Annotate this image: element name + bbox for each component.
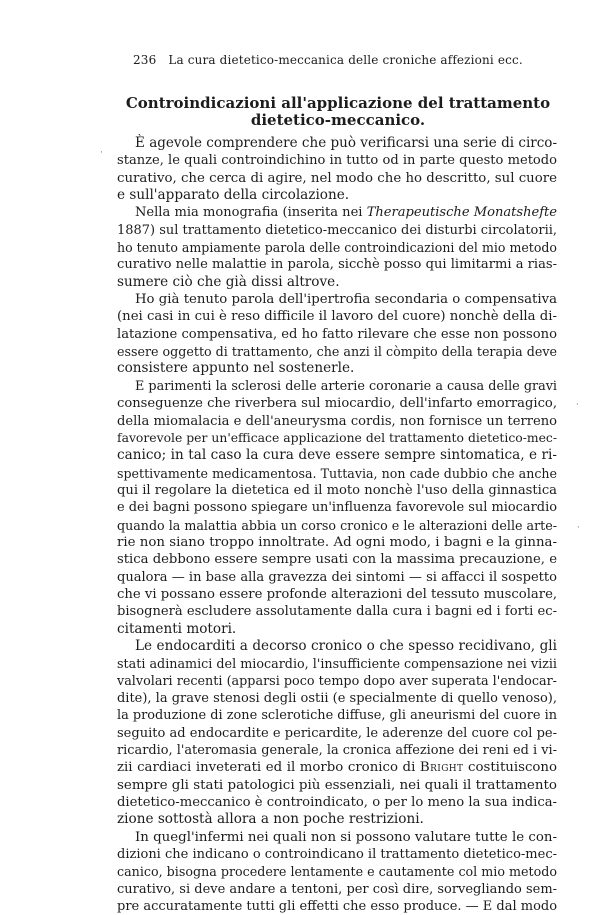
text-line: canico, bisogna procedere lentamente e cautamente col mio metodo — [117, 864, 557, 880]
text-line: stica debbono essere sempre usati con la massima precauzione, e — [117, 552, 557, 568]
text-line: bisognerà escludere assolutamente dalla cura i bagni ed i forti ec- — [117, 604, 557, 620]
text-line: stati adinamici del miocardio, l'insufficiente compensazione nei vizii — [117, 656, 557, 672]
section-title-line-2: dietetico-meccanico. — [250, 111, 426, 129]
text-line: conseguenze che riverbera sul miocardio, dell'infarto emorragico, — [117, 396, 557, 412]
body-text — [117, 135, 557, 915]
text-line: Le endocarditi a decorso cronico o che spesso recidivano, gli — [135, 637, 557, 654]
text-line: valvolari recenti (apparsi poco tempo dopo aver superata l'endocar- — [117, 673, 557, 689]
journal-title: Therapeutische Monatshefte — [366, 205, 557, 221]
text-line: ho tenuto ampiamente parola delle controindicazioni del mio metodo — [117, 240, 557, 256]
text-line: dietetico-meccanico è controindicato, o per lo meno la sua indica- — [117, 795, 557, 811]
text-line: quando la malattia abbia un corso cronico e le alterazioni delle arte- — [117, 517, 557, 533]
scan-speck: · — [100, 148, 103, 158]
text-line: consistere appunto nel sostenerle. — [117, 360, 355, 377]
text-line: citamenti motori. — [117, 620, 237, 637]
text-line: In quegl'infermi nei quali non si possono valutare tutte le con- — [135, 829, 557, 845]
text-line: sempre gli stati patologici più essenziali, nei quali il trattamento — [117, 777, 557, 793]
scan-speck: · — [577, 523, 580, 533]
text-line: latazione compensativa, ed ho fatto rilevare che esse non possono — [117, 326, 557, 342]
running-title: La cura dietetico-meccanica delle croniche affezioni ecc. — [168, 53, 523, 67]
text-line: rie non siano troppo innoltrate. Ad ogni modo, i bagni e la ginna- — [117, 534, 557, 550]
text-line: pre accuratamente tutti gli effetti che esso produce. — E dal modo — [117, 899, 558, 915]
paragraph — [117, 638, 557, 829]
page-number: 236 — [133, 53, 157, 67]
text-line: ricardio, l'ateromasia generale, la cronica affezione dei reni ed i vi- — [117, 743, 557, 759]
text-line: (nei casi in cui è reso difficile il lavoro del cuore) nonchè della di- — [117, 309, 557, 325]
text-line: Ho già tenuto parola dell'ipertrofia secondaria o compensativa — [135, 292, 557, 308]
paragraph — [117, 829, 557, 915]
text-line: favorevole per un'efficace applicazione del trattamento dietetico-mec- — [117, 430, 557, 445]
text-segment: zii cardiaci inveterati ed il morbo cronico di — [117, 760, 416, 776]
text-line: È agevole comprendere che può verificarsi una serie di circo- — [135, 135, 557, 151]
text-line: e dei bagni possono spiegare un'influenza favorevole sul miocardio — [117, 500, 557, 516]
text-line — [117, 759, 557, 776]
text-line: dizioni che indicano o controindicano il trattamento dietetico-mec- — [117, 847, 557, 863]
running-header — [133, 53, 573, 67]
paragraph — [117, 378, 557, 638]
text-line: dite), la grave stenosi degli ostii (e specialmente di quello venoso), — [117, 691, 557, 706]
text-line: essere oggetto di trattamento, che anzi il còmpito della terapia deve — [117, 344, 557, 360]
paragraph — [117, 204, 557, 291]
paragraph — [117, 135, 557, 204]
text-line: sumere ciò che già dissi altrove. — [117, 273, 340, 290]
section-title-line-1: Controindicazioni all'applicazione del trattamento — [125, 94, 551, 112]
text-line: che vi possano essere profonde alterazioni del tessuto muscolare, — [117, 586, 558, 602]
text-line: curativo, che cerca di agire, nel modo che ho descritto, sul cuore — [117, 170, 557, 186]
text-line: della miomalacia e dell'aneurysma cordis, non fornisce un terreno — [117, 413, 557, 429]
text-segment: Nella mia monografia (inserita nei — [135, 205, 363, 221]
text-line: qui il regolare la dietetica ed il moto nonchè l'uso della ginnastica — [117, 482, 557, 498]
text-line: la produzione di zone sclerotiche diffuse, gli aneurismi del cuore in — [117, 708, 557, 724]
text-line: qualora — in base alla gravezza dei sintomi — si affacci il sospetto — [117, 569, 557, 585]
text-line: curativo, si deve andare a tentoni, per così dire, sorvegliando sem- — [117, 881, 557, 897]
text-line: canico; in tal caso la cura deve essere sempre sintomatica, e ri- — [117, 447, 557, 464]
text-line: zione sottostà allora a non poche restrizioni. — [117, 811, 424, 828]
text-line: spettivamente medicamentosa. Tuttavia, non cade dubbio che anche — [117, 465, 557, 481]
text-line: stanze, le quali controindichino in tutto od in parte questo metodo — [117, 153, 557, 169]
text-segment: costituiscono — [468, 760, 558, 776]
text-line — [117, 204, 557, 221]
text-line: seguito ad endocardite e pericardite, le aderenze del cuore col pe- — [117, 725, 557, 741]
text-line: curativo nelle malattie in parola, sicchè posso qui limitarmi a rias- — [117, 257, 557, 273]
section-title — [118, 95, 558, 129]
text-line: e sull'apparato della circolazione. — [117, 187, 350, 204]
paragraph — [117, 291, 557, 378]
author-name: Bright — [419, 760, 464, 776]
text-line: E parimenti la sclerosi delle arterie coronarie a causa delle gravi — [135, 378, 557, 394]
scan-speck: · — [576, 400, 579, 410]
text-line: 1887) sul trattamento dietetico-meccanico dei disturbi circolatorii, — [117, 222, 557, 238]
